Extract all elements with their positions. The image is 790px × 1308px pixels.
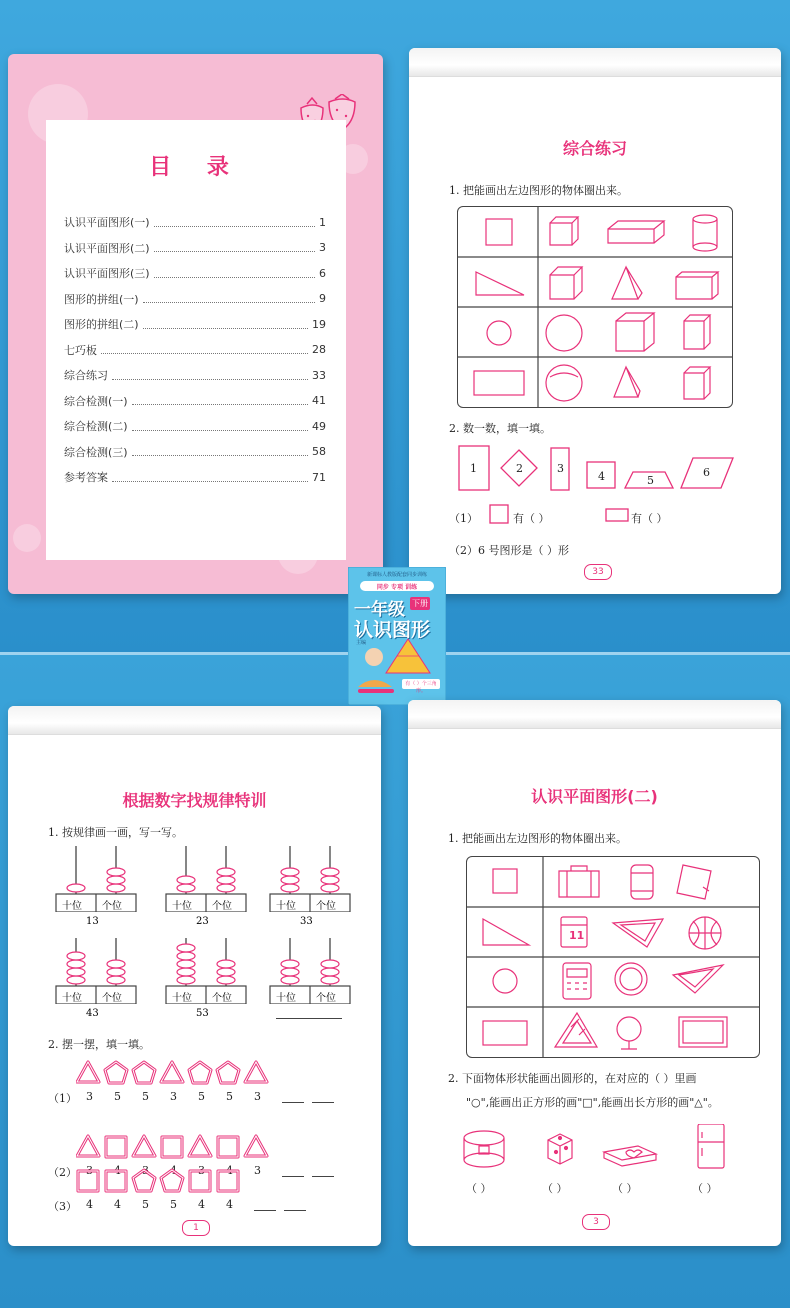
- toc-leader-dots: [154, 218, 315, 227]
- toc-entry-label: 综合练习: [64, 369, 108, 382]
- toc-entry-label: 图形的拼组(二): [64, 318, 139, 331]
- question-2: 2. 摆一摆，填一填。: [48, 1038, 150, 1051]
- page-number: 3: [582, 1214, 610, 1230]
- shape-number: 6: [703, 466, 710, 479]
- shape-number: 2: [516, 462, 523, 475]
- side-count: 4: [114, 1198, 121, 1211]
- answer-blank[interactable]: （ ）: [612, 1182, 638, 1195]
- side-count: 3: [254, 1164, 261, 1177]
- toc-leader-dots: [112, 473, 308, 482]
- toc-entry-label: 综合检测(一): [64, 394, 128, 408]
- toc-leader-dots: [143, 320, 308, 329]
- toc-entry-label: 认识平面图形(三): [64, 267, 150, 280]
- ones-label: 个位: [102, 901, 122, 912]
- object-matching-grid: [466, 856, 760, 1058]
- toc-entry-label: 七巧板: [64, 343, 97, 357]
- toc-leader-dots: [143, 294, 315, 303]
- toc-entry[interactable]: [64, 238, 326, 258]
- toc-entry-page: 49: [312, 419, 326, 433]
- toc-entry[interactable]: [64, 314, 326, 334]
- answer-blank[interactable]: [282, 1176, 304, 1177]
- toc-title: 目 录: [149, 154, 243, 180]
- side-count: 4: [114, 1164, 121, 1177]
- worksheet-page-33: [409, 48, 781, 594]
- shape-number: 5: [647, 474, 654, 487]
- toc-entry-label: 综合检测(三): [64, 445, 128, 459]
- toc-entry-page: 28: [312, 343, 326, 356]
- toc-entry-page: 19: [312, 317, 326, 331]
- page-title: 综合练习: [562, 139, 627, 158]
- question-1: 1. 把能画出左边图形的物体圈出来。: [448, 832, 627, 845]
- worksheet-page-1: [8, 706, 381, 1246]
- side-count: 3: [198, 1164, 205, 1177]
- book-subject: 认识图形: [354, 619, 431, 641]
- book-volume: 下册: [412, 599, 428, 608]
- toc-entry-label: 综合检测(二): [64, 420, 128, 433]
- toc-entry[interactable]: [64, 416, 326, 436]
- tens-label: 十位: [276, 993, 296, 1004]
- answer-blank[interactable]: （ ）: [542, 1182, 568, 1195]
- page-title: 根据数字找规律特训: [122, 791, 267, 810]
- ones-label: 个位: [316, 901, 336, 912]
- abacus-number: 53: [196, 1008, 209, 1019]
- answer-blank[interactable]: 有（ ）: [513, 512, 550, 525]
- ones-label: 个位: [212, 993, 232, 1004]
- side-count: 5: [142, 1198, 149, 1211]
- page-curl: [409, 48, 781, 77]
- abacus: [48, 842, 138, 932]
- side-count: 5: [114, 1090, 121, 1103]
- rectangle-glyph: [605, 508, 629, 522]
- toc-leader-dots: [154, 269, 315, 278]
- toc-entry-page: 71: [312, 470, 326, 484]
- row-label: （3）: [48, 1200, 77, 1213]
- toc-entry[interactable]: [64, 289, 326, 309]
- abacus: [158, 934, 248, 1024]
- ones-label: 个位: [212, 901, 232, 912]
- side-count: 4: [198, 1198, 205, 1211]
- q2-part-2: （2）6 号图形是（ ）形: [449, 544, 569, 557]
- pattern-shapes: [76, 1060, 276, 1090]
- shape-number: 1: [470, 462, 477, 475]
- question-2-line-1: 2. 下面物体形状能画出圆形的，在对应的（ ）里画: [448, 1072, 697, 1085]
- toc-entry[interactable]: [64, 365, 326, 385]
- answer-blank[interactable]: （ ）: [466, 1182, 492, 1195]
- abacus-number: 33: [300, 916, 313, 927]
- book-cover: [348, 567, 446, 705]
- pattern-shapes: [76, 1168, 276, 1198]
- tens-label: 十位: [276, 901, 296, 912]
- side-count: 4: [86, 1198, 93, 1211]
- toc-entry[interactable]: [64, 212, 326, 232]
- abacus-number: 43: [86, 1008, 99, 1019]
- tens-label: 十位: [172, 901, 192, 912]
- abacus: [48, 934, 138, 1024]
- tens-label: 十位: [62, 993, 82, 1004]
- side-count: 4: [226, 1198, 233, 1211]
- question-2-line-2: "○",能画出正方形的画"□",能画出长方形的画"△"。: [466, 1096, 719, 1109]
- toc-leader-dots: [132, 396, 308, 405]
- side-count: 3: [170, 1090, 177, 1103]
- abacus-number: 23: [196, 916, 209, 927]
- toc-entry[interactable]: [64, 442, 326, 462]
- toc-entry-label: 图形的拼组(一): [64, 292, 139, 306]
- side-count: 3: [142, 1164, 149, 1177]
- toc-leader-dots: [112, 371, 308, 380]
- abacus-number: 13: [86, 916, 99, 927]
- ones-label: 个位: [102, 993, 122, 1004]
- decor-bubble: [13, 524, 41, 552]
- shape-number: 4: [598, 470, 605, 483]
- toc-entry-page: 33: [312, 368, 326, 382]
- toc-leader-dots: [101, 345, 308, 354]
- numbered-shapes: [453, 442, 743, 494]
- side-count: 4: [170, 1164, 177, 1177]
- row-label: （1）: [48, 1092, 77, 1105]
- tens-label: 十位: [172, 993, 192, 1004]
- book-badge: 同步 专项 训练: [376, 584, 418, 591]
- toc-entry[interactable]: [64, 391, 326, 411]
- toc-panel: [46, 120, 346, 560]
- side-count: 3: [86, 1090, 93, 1103]
- abacus: [262, 934, 352, 1024]
- toc-entry-page: 58: [312, 445, 326, 458]
- toc-entry[interactable]: [64, 467, 326, 487]
- page-title: 认识平面图形(二): [531, 787, 658, 806]
- book-top-text: 新课标人教版配套同步训练: [366, 572, 427, 578]
- page-number: 33: [584, 564, 612, 580]
- toc-leader-dots: [132, 422, 308, 431]
- toc-entry-page: 9: [319, 292, 326, 305]
- question-1: 1. 按规律画一画，写一写。: [48, 826, 183, 839]
- toc-entry[interactable]: [64, 340, 326, 360]
- side-count: 5: [226, 1090, 233, 1103]
- answer-blank[interactable]: [284, 1210, 306, 1211]
- answer-blank[interactable]: 有（ ）: [631, 512, 668, 525]
- worksheet-page-3: [408, 700, 781, 1246]
- abacus: [158, 842, 248, 932]
- page-curl: [8, 706, 381, 735]
- toc-page: [8, 54, 383, 594]
- tens-label: 十位: [62, 901, 82, 912]
- pattern-shapes: [76, 1134, 276, 1164]
- abacus: [262, 842, 352, 932]
- object-illustrations: [462, 1124, 752, 1174]
- side-count: 5: [170, 1198, 177, 1211]
- answer-blank[interactable]: [276, 1018, 342, 1019]
- side-count: 5: [198, 1090, 205, 1103]
- toc-entry-page: 6: [319, 266, 326, 280]
- shape-matching-grid: [457, 206, 733, 408]
- page-curl: [408, 700, 781, 729]
- toc-leader-dots: [154, 243, 315, 252]
- shape-number: 3: [557, 462, 564, 475]
- answer-blank[interactable]: [312, 1102, 334, 1103]
- row-label: （2）: [48, 1166, 77, 1179]
- answer-blank[interactable]: [312, 1176, 334, 1177]
- page-number: 1: [182, 1220, 210, 1236]
- toc-entry-page: 3: [319, 241, 326, 254]
- svg-text:11: 11: [569, 929, 585, 942]
- book-author: 主编: [356, 640, 367, 646]
- book-grade: 一年级: [354, 600, 405, 620]
- q2-part-1-label: （1）: [449, 512, 478, 525]
- answer-blank[interactable]: [254, 1210, 276, 1211]
- ones-label: 个位: [316, 993, 336, 1004]
- toc-leader-dots: [132, 447, 308, 456]
- question-1: 1. 把能画出左边图形的物体圈出来。: [449, 184, 628, 197]
- question-2: 2. 数一数，填一填。: [449, 422, 551, 435]
- toc-entry-page: 1: [319, 215, 326, 229]
- book-tagline: 有（ ）个三角形。: [405, 681, 437, 694]
- toc-entry-label: 参考答案: [64, 471, 108, 484]
- side-count: 3: [254, 1090, 261, 1103]
- toc-entry-label: 认识平面图形(二): [64, 241, 150, 255]
- toc-entry-label: 认识平面图形(一): [64, 216, 150, 229]
- toc-entry-page: 41: [312, 394, 326, 407]
- side-count: 5: [142, 1090, 149, 1103]
- toc-entry[interactable]: [64, 263, 326, 283]
- square-glyph: [489, 504, 509, 524]
- side-count: 3: [86, 1164, 93, 1177]
- answer-blank[interactable]: [282, 1102, 304, 1103]
- answer-blank[interactable]: （ ）: [692, 1182, 718, 1195]
- side-count: 4: [226, 1164, 233, 1177]
